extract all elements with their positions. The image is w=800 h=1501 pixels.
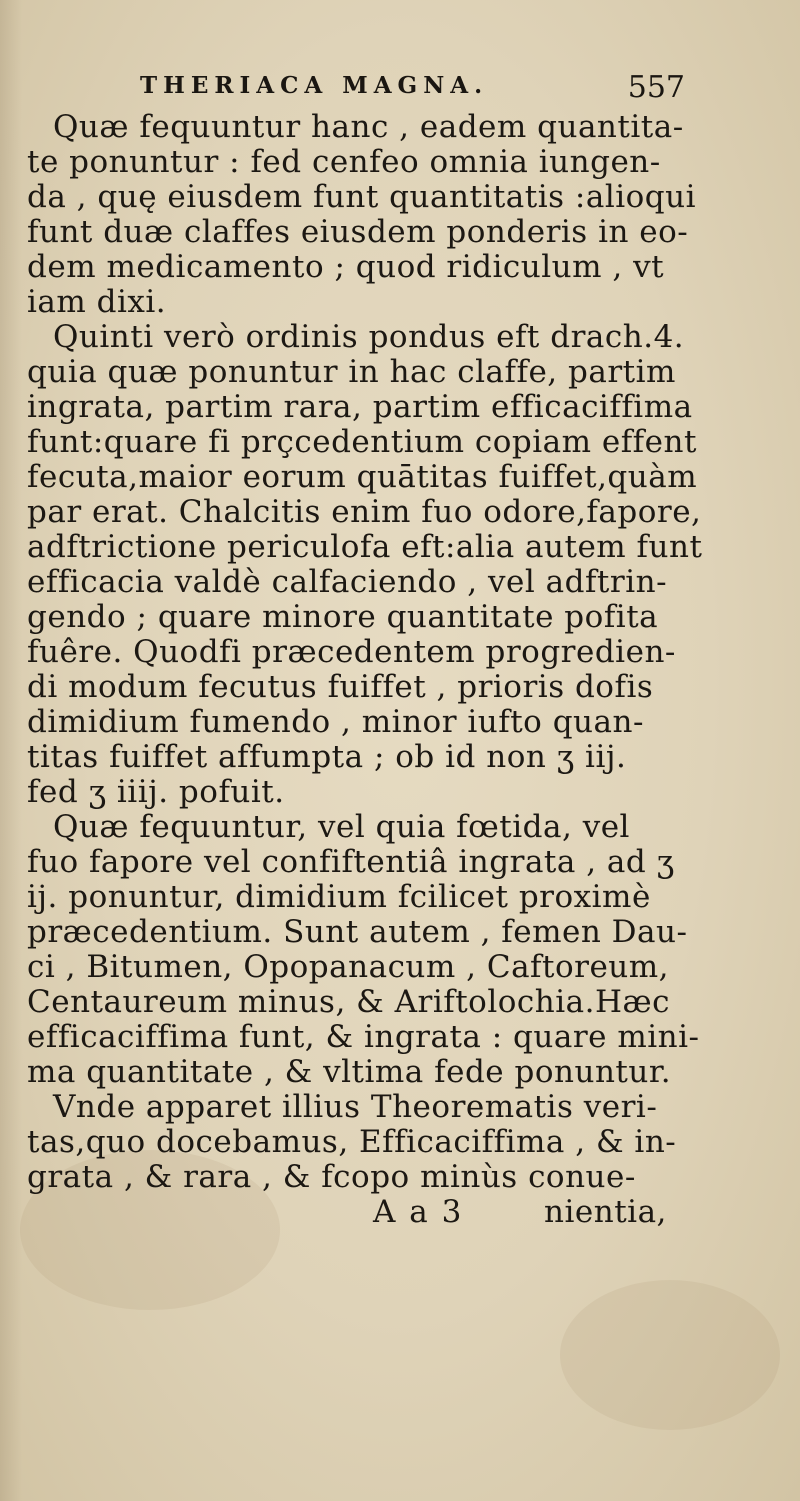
- text-line: ma quantitate , & vltima fede ponuntur.: [27, 1054, 672, 1090]
- text-line: dem medicamento ; quod ridiculum , vt: [27, 249, 665, 285]
- text-line: Vnde apparet illius Theorematis veri-: [53, 1089, 658, 1125]
- text-line: Quinti verò ordinis pondus eft drach.4.: [53, 319, 685, 355]
- text-line: funt duæ claffes eiusdem ponderis in eo-: [27, 214, 689, 250]
- text-line: da , quę eiusdem funt quantitatis :alioqui: [27, 179, 697, 215]
- page-number: 557: [627, 70, 685, 105]
- text-line: fecuta,maior eorum quātitas fuiffet,quàm: [27, 459, 698, 495]
- text-line: fuêre. Quodfi præcedentem progredien-: [27, 634, 676, 670]
- text-line: ij. ponuntur, dimidium fcilicet proximè: [27, 879, 651, 915]
- page-edge-shadow: [0, 0, 22, 1501]
- text-line: efficacia valdè calfaciendo , vel adftrin-: [27, 564, 668, 600]
- text-line: dimidium fumendo , minor iufto quan-: [27, 704, 644, 740]
- running-head: [140, 70, 700, 110]
- text-line: efficaciffima funt, & ingrata : quare mini-: [27, 1019, 700, 1055]
- text-line: fuo fapore vel confiftentiâ ingrata , ad ʒ: [27, 844, 675, 880]
- text-line: quia quæ ponuntur in hac claffe, partim: [27, 354, 676, 390]
- text-line: tas,quo docebamus, Efficaciffima , & in-: [27, 1124, 677, 1160]
- signature-mark: A a 3: [373, 1194, 464, 1230]
- text-line: Quæ fequuntur, vel quia fœtida, vel: [53, 809, 630, 845]
- text-line: Quæ fequuntur hanc , eadem quantita-: [53, 109, 684, 145]
- text-line: funt:quare fi prçcedentium copiam effent: [27, 424, 697, 460]
- text-line: iam dixi.: [27, 284, 167, 320]
- text-line: Centaureum minus, & Ariftolochia.Hæc: [27, 984, 671, 1020]
- text-line: adftrictione periculofa eft:alia autem funt: [27, 529, 703, 565]
- text-line: ingrata, partim rara, partim efficaciffima: [27, 389, 693, 425]
- text-line: gendo ; quare minore quantitate pofita: [27, 599, 659, 635]
- catchword: nientia,: [544, 1194, 667, 1230]
- text-line: par erat. Chalcitis enim fuo odore,fapore,: [27, 494, 702, 530]
- text-line: di modum fecutus fuiffet , prioris dofis: [27, 669, 654, 705]
- paper-stain: [560, 1280, 780, 1430]
- text-line: te ponuntur : fed cenfeo omnia iungen-: [27, 144, 661, 180]
- text-line: fed ʒ iiij. pofuit.: [27, 774, 285, 810]
- text-line: ci , Bitumen, Opopanacum , Caftoreum,: [27, 949, 670, 985]
- text-line: præcedentium. Sunt autem , femen Dau-: [27, 914, 688, 950]
- running-title: THERIACA MAGNA.: [140, 72, 489, 99]
- text-line: titas fuiffet affumpta ; ob id non ʒ iij.: [27, 739, 627, 775]
- text-line: grata , & rara , & fcopo minùs conue-: [27, 1159, 636, 1195]
